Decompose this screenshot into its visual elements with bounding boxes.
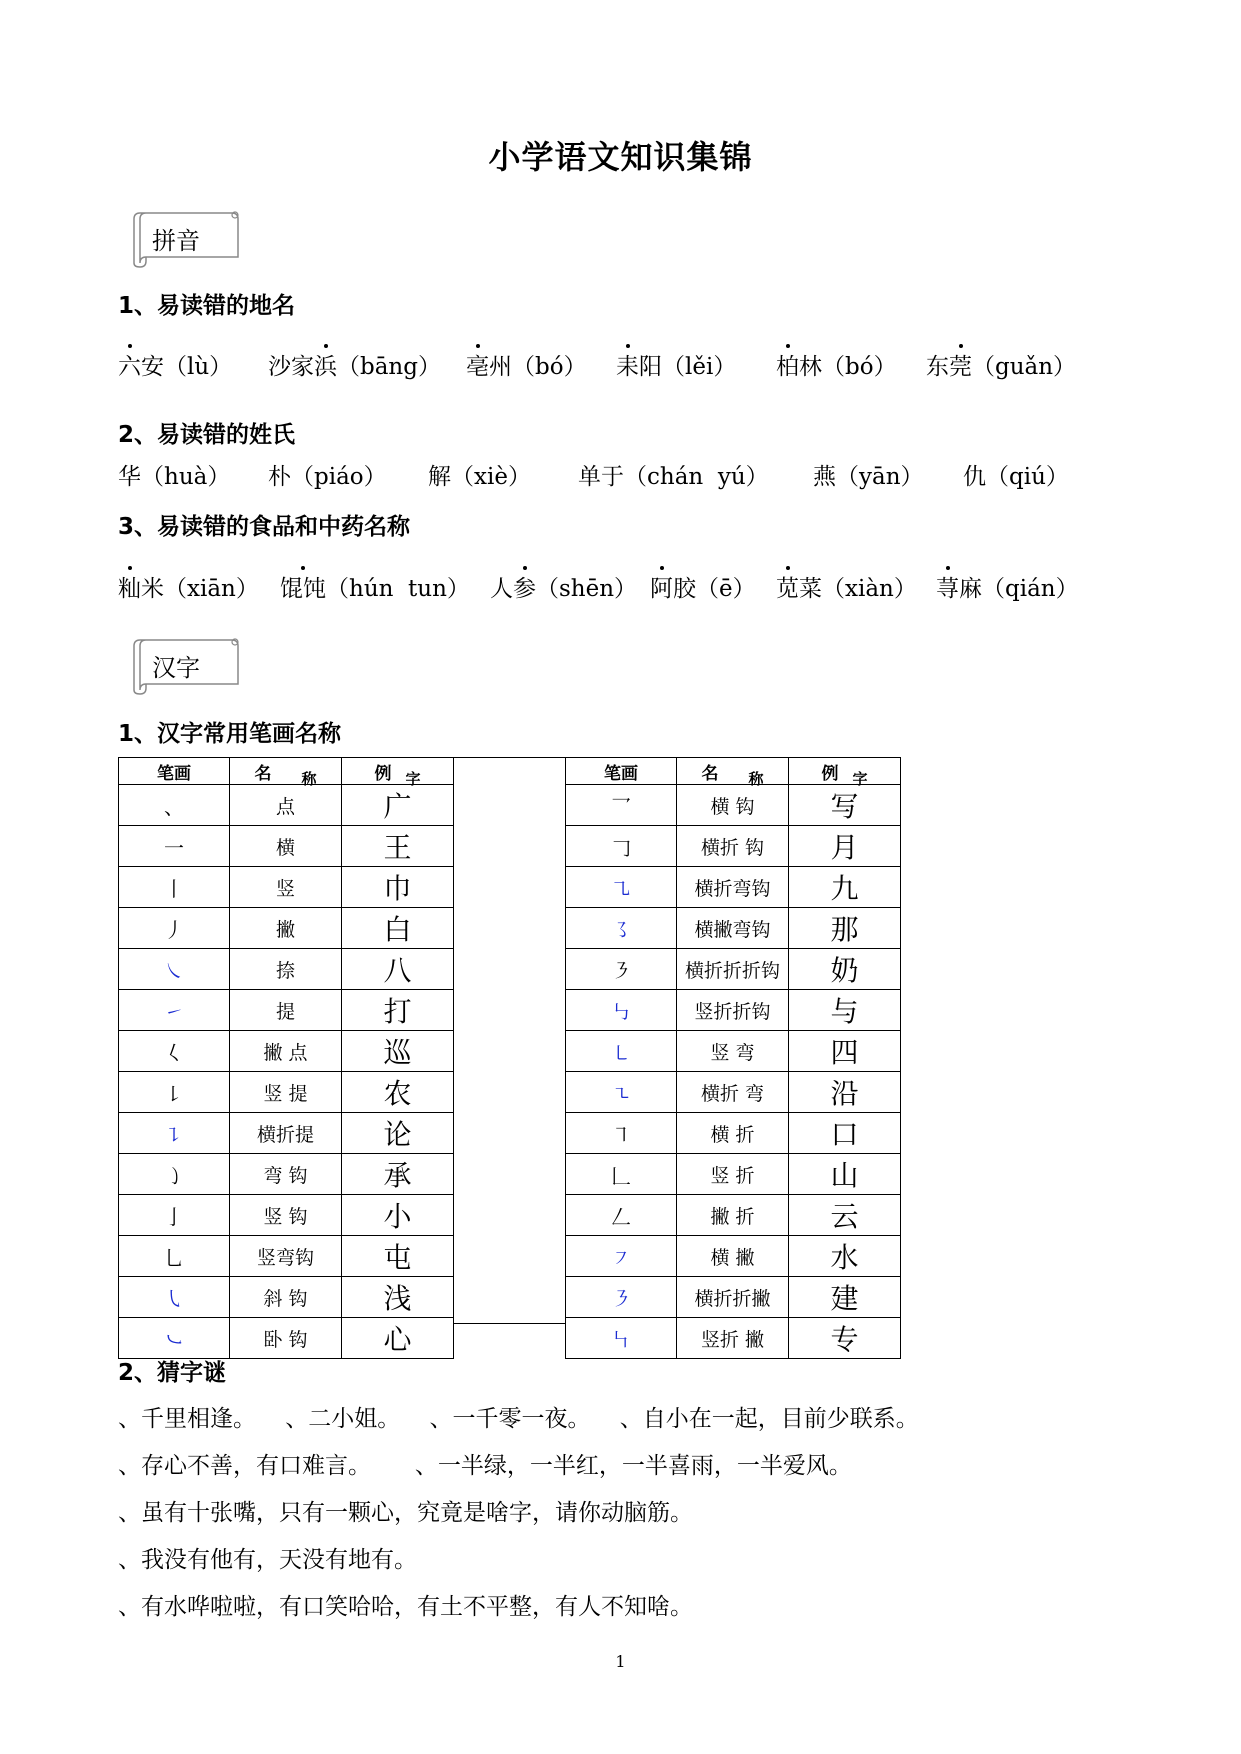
stroke-table-right [565, 757, 901, 1359]
pinyin-entry: 籼米（xiān） [118, 576, 259, 602]
header-example: 例 字 [342, 758, 454, 785]
stroke-glyph: 丿 [119, 908, 230, 949]
stroke-name: 竖折 撇 [677, 1318, 789, 1359]
stroke-name: 竖 提 [230, 1072, 342, 1113]
riddle-line: 、虽有十张嘴，只有一颗心，究竟是啥字，请你动脑筋。 [118, 1500, 693, 1526]
stroke-glyph: 𠃊 [566, 1154, 677, 1195]
stroke-name: 捺 [230, 949, 342, 990]
example-char: 九 [789, 867, 901, 908]
stroke-glyph: 、 [119, 785, 230, 826]
stroke-glyph: 𠃌 [566, 826, 677, 867]
table-row [119, 1318, 454, 1359]
stroke-name: 撇 折 [677, 1195, 789, 1236]
stroke-name: 横折 钩 [677, 826, 789, 867]
table-row [119, 1113, 454, 1154]
table-row [566, 1154, 901, 1195]
table-row [566, 1072, 901, 1113]
surname-entry: 仇（qiú） [963, 464, 1069, 490]
section-banner-hanzi [132, 634, 242, 694]
stroke-glyph: ㇋ [566, 949, 677, 990]
stroke-name: 横 钩 [677, 785, 789, 826]
table-row [119, 908, 454, 949]
stroke-glyph: 乚 [119, 1236, 230, 1277]
stroke-glyph: ㇈ [566, 867, 677, 908]
page-number: 1 [615, 1652, 626, 1671]
stroke-name: 竖 弯 [677, 1031, 789, 1072]
header-name: 名 称 [677, 758, 789, 785]
stroke-name: 横 折 [677, 1113, 789, 1154]
example-char: 农 [342, 1072, 454, 1113]
stroke-glyph: ㇍ [566, 1072, 677, 1113]
header-stroke: 笔画 [566, 758, 677, 785]
table-row [119, 949, 454, 990]
riddle-line: 、千里相逢。 、二小姐。 、一千零一夜。 、自小在一起，目前少联系。 [118, 1406, 919, 1432]
example-char: 写 [789, 785, 901, 826]
stroke-glyph: ㇉ [566, 990, 677, 1031]
riddle-line: 、有水哗啦啦，有口笑哈哈，有土不平整，有人不知啥。 [118, 1594, 693, 1620]
table-row [566, 1113, 901, 1154]
example-char: 专 [789, 1318, 901, 1359]
example-char: 建 [789, 1277, 901, 1318]
pinyin-entry: 东莞（guǎn） [926, 354, 1077, 380]
example-char: 屯 [342, 1236, 454, 1277]
example-char: 小 [342, 1195, 454, 1236]
stroke-name: 竖 钩 [230, 1195, 342, 1236]
stroke-name: 横 [230, 826, 342, 867]
stroke-glyph: ㇄ [566, 1031, 677, 1072]
stroke-glyph: 𠃋 [566, 1195, 677, 1236]
pinyin-entry: 馄饨（hún tun） [280, 576, 470, 602]
example-char: 口 [789, 1113, 901, 1154]
table-row [119, 990, 454, 1031]
riddle-line: 、我没有他有，天没有地有。 [118, 1547, 417, 1573]
stroke-name: 撇 [230, 908, 342, 949]
example-char: 沿 [789, 1072, 901, 1113]
table-row [566, 785, 901, 826]
example-char: 八 [342, 949, 454, 990]
header-name: 名 称 [230, 758, 342, 785]
stroke-glyph: ㇞ [566, 1318, 677, 1359]
table-row [566, 990, 901, 1031]
heading-riddles: 2、猜字谜 [118, 1360, 227, 1386]
page-title: 小学语文知识集锦 [488, 138, 753, 176]
stroke-glyph: ㇊ [119, 1113, 230, 1154]
example-char: 白 [342, 908, 454, 949]
pinyin-entry: 沙家浜（bāng） [268, 354, 441, 380]
table-row [119, 1154, 454, 1195]
stroke-name: 横折折折钩 [677, 949, 789, 990]
stroke-name: 撇 点 [230, 1031, 342, 1072]
table-row [119, 1031, 454, 1072]
stroke-glyph: ㇀ [119, 990, 230, 1031]
table-gap [453, 757, 565, 1324]
surname-entry: 单于（chán yú） [578, 464, 769, 490]
riddle-line: 、存心不善，有口难言。 、一半绿，一半红，一半喜雨，一半爱风。 [118, 1453, 852, 1479]
heading-food-medicine: 3、易读错的食品和中药名称 [118, 514, 411, 540]
surname-entry: 朴（piáo） [268, 464, 387, 490]
pinyin-entry: 人参（shēn） [490, 576, 638, 602]
stroke-name: 横折 弯 [677, 1072, 789, 1113]
stroke-glyph: 丨 [119, 867, 230, 908]
stroke-name: 竖弯钩 [230, 1236, 342, 1277]
stroke-name: 斜 钩 [230, 1277, 342, 1318]
table-row [119, 1195, 454, 1236]
stroke-glyph: ㇁ [119, 1154, 230, 1195]
stroke-name: 点 [230, 785, 342, 826]
example-char: 浅 [342, 1277, 454, 1318]
stroke-name: 提 [230, 990, 342, 1031]
example-char: 山 [789, 1154, 901, 1195]
header-stroke: 笔画 [119, 758, 230, 785]
stroke-name: 弯 钩 [230, 1154, 342, 1195]
stroke-name: 横 撇 [677, 1236, 789, 1277]
stroke-glyph: ㇌ [566, 908, 677, 949]
example-char: 广 [342, 785, 454, 826]
heading-place-names: 1、易读错的地名 [118, 293, 296, 319]
pinyin-entry: 阿胶（ē） [650, 576, 756, 602]
example-char: 承 [342, 1154, 454, 1195]
example-char: 云 [789, 1195, 901, 1236]
pinyin-entry: 荨麻（qián） [936, 576, 1079, 602]
stroke-name: 竖折折钩 [677, 990, 789, 1031]
stroke-name: 横折提 [230, 1113, 342, 1154]
example-char: 巾 [342, 867, 454, 908]
stroke-glyph: 乛 [566, 785, 677, 826]
table-row [566, 1031, 901, 1072]
example-char: 四 [789, 1031, 901, 1072]
heading-surnames: 2、易读错的姓氏 [118, 422, 296, 448]
pinyin-entry: 柏林（bó） [776, 354, 897, 380]
stroke-name: 竖 [230, 867, 342, 908]
table-row [566, 1236, 901, 1277]
example-char: 心 [342, 1318, 454, 1359]
pinyin-entry: 亳州（bó） [466, 354, 587, 380]
table-row [119, 1277, 454, 1318]
stroke-name: 竖 折 [677, 1154, 789, 1195]
example-char: 巡 [342, 1031, 454, 1072]
table-row [566, 949, 901, 990]
table-row [566, 1318, 901, 1359]
example-char: 与 [789, 990, 901, 1031]
stroke-glyph: ㇕ [566, 1113, 677, 1154]
table-row [119, 1236, 454, 1277]
surname-entry: 华（huà） [118, 464, 231, 490]
table-row [566, 867, 901, 908]
table-row [119, 1072, 454, 1113]
section-label: 拼音 [152, 227, 200, 255]
table-row [119, 785, 454, 826]
stroke-glyph: ㇙ [119, 1072, 230, 1113]
table-row [119, 826, 454, 867]
stroke-glyph: ㇋ [566, 1277, 677, 1318]
example-char: 奶 [789, 949, 901, 990]
example-char: 论 [342, 1113, 454, 1154]
stroke-glyph: ㇇ [566, 1236, 677, 1277]
stroke-glyph: ㇏ [119, 949, 230, 990]
table-row [566, 1195, 901, 1236]
surname-entry: 解（xiè） [428, 464, 531, 490]
table-row [566, 908, 901, 949]
stroke-glyph: ㇂ [119, 1277, 230, 1318]
pinyin-entry: 苋菜（xiàn） [776, 576, 917, 602]
table-row [566, 1277, 901, 1318]
example-char: 那 [789, 908, 901, 949]
pinyin-entry: 六安（lù） [118, 354, 233, 380]
example-char: 月 [789, 826, 901, 867]
section-label: 汉字 [152, 654, 200, 682]
table-row [119, 867, 454, 908]
header-example: 例 字 [789, 758, 901, 785]
stroke-name: 横撇弯钩 [677, 908, 789, 949]
section-banner-pinyin [132, 207, 242, 267]
stroke-glyph: 亅 [119, 1195, 230, 1236]
stroke-glyph: 𡿨 [119, 1031, 230, 1072]
example-char: 王 [342, 826, 454, 867]
heading-stroke-names: 1、汉字常用笔画名称 [118, 721, 342, 747]
table-row [566, 826, 901, 867]
stroke-name: 卧 钩 [230, 1318, 342, 1359]
stroke-name: 横折弯钩 [677, 867, 789, 908]
stroke-table-left [118, 757, 454, 1359]
stroke-glyph: 一 [119, 826, 230, 867]
example-char: 水 [789, 1236, 901, 1277]
pinyin-entry: 耒阳（lěi） [616, 354, 737, 380]
surname-entry: 燕（yān） [813, 464, 924, 490]
stroke-name: 横折折撇 [677, 1277, 789, 1318]
example-char: 打 [342, 990, 454, 1031]
stroke-glyph: ㇃ [119, 1318, 230, 1359]
